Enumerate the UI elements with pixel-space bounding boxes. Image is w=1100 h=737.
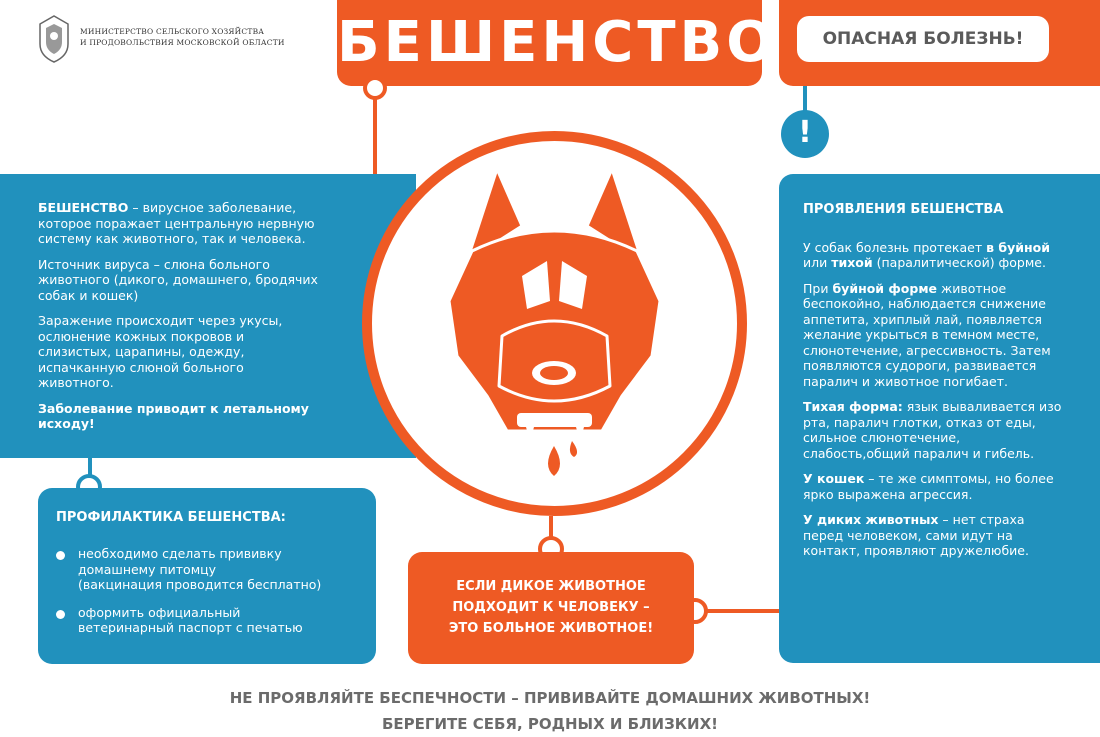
text: буйной форме: [832, 280, 938, 296]
prevention-title: ПРОФИЛАКТИКА БЕШЕНСТВА:: [56, 510, 286, 525]
title-connector-node: [363, 76, 387, 100]
text: язык вываливается изо рта, паралич глотки, отказ от еды, сильное слюнотечение, слабость,общий паралич и гибель.: [803, 399, 1062, 461]
text: ЭТО БОЛЬНОЕ ЖИВОТНОЕ!: [448, 621, 654, 636]
ministry-line-2: И ПРОДОВОЛЬСТВИЯ МОСКОВСКОЙ ОБЛАСТИ: [80, 38, 285, 47]
text: ЕСЛИ ДИКОЕ ЖИВОТНОЕ: [456, 579, 646, 594]
text: – те же симптомы, но более ярко выражена агрессия.: [803, 471, 1054, 502]
ministry-name: [80, 26, 310, 48]
dog-illustration-circle: [362, 131, 747, 516]
definition-term: БЕШЕНСТВО: [38, 200, 129, 215]
definition-paragraph: [38, 200, 318, 247]
footer-slogan: [0, 685, 1100, 737]
symptoms-panel: [779, 174, 1100, 663]
text: или: [803, 255, 832, 270]
forms-paragraph: [803, 240, 1063, 271]
danger-banner: [779, 0, 1100, 86]
text: необходимо сделать прививку: [78, 546, 282, 561]
footer-line-1: НЕ ПРОЯВЛЯЙТЕ БЕСПЕЧНОСТИ – ПРИВИВАЙТЕ ДОМАШНИХ ЖИВОТНЫХ!: [229, 689, 871, 707]
ministry-line-1: МИНИСТЕРСТВО СЕЛЬСКОГО ХОЗЯЙСТВА: [80, 27, 265, 36]
footer-line-2: БЕРЕГИТЕ СЕБЯ, РОДНЫХ И БЛИЗКИХ!: [382, 715, 718, 733]
text: животное беспокойно, наблюдается снижение аппетита, хриплый лай, появляется желание укрыться в темном месте, слюнотечение, агрессивность. Затем появляются судороги, развивается паралич и животное погибает.: [803, 280, 1051, 389]
definition-text: – вирусное заболевание, которое поражает центральную нервную систему как животного, так и человека.: [38, 200, 315, 246]
coat-of-arms-logo: [36, 14, 72, 64]
violent-form-paragraph: [803, 281, 1063, 390]
prevention-list: [56, 546, 356, 648]
symptoms-title: ПРОЯВЛЕНИЯ БЕШЕНСТВА: [803, 202, 1004, 217]
bullet-icon: [56, 551, 65, 560]
text: ветеринарный паспорт с печатью: [78, 620, 303, 635]
text: У собак болезнь протекает: [803, 239, 987, 255]
text: У диких животных: [803, 512, 939, 527]
lethal-warning: [38, 401, 318, 432]
transmission-paragraph: Заражение происходит через укусы, ослюнение кожных покровов и слизистых, царапины, одежду, испачканную слюной больного животного.: [38, 313, 283, 390]
wild-animals-paragraph: [803, 512, 1063, 559]
wild-animal-warning: [408, 552, 694, 664]
text: ПОДХОДИТ К ЧЕЛОВЕКУ –: [452, 600, 650, 615]
prevention-panel: [38, 488, 376, 664]
dog-icon: [372, 141, 737, 506]
source-paragraph: Источник вируса – слюна больного животного (дикого, домашнего, бродячих собак и кошек): [38, 256, 318, 303]
title-banner: [337, 0, 778, 86]
text: в буйной: [986, 239, 1050, 255]
list-item: [56, 546, 356, 593]
quiet-form-paragraph: [803, 399, 1063, 461]
text: оформить официальный: [78, 604, 241, 620]
lethal-warning-text: Заболевание приводит к летальному исходу!: [38, 400, 309, 431]
text: Тихая форма:: [803, 399, 903, 414]
text: домашнему питомцу: [78, 561, 217, 577]
text: – нет страха перед человеком, сами идут на контакт, проявляют дружелюбие.: [803, 512, 1029, 558]
definition-panel: [0, 174, 416, 458]
danger-badge: ОПАСНАЯ БОЛЕЗНЬ!: [797, 16, 1049, 62]
warning-text: [418, 576, 684, 639]
list-item: [56, 605, 356, 636]
exclamation-glyph: !: [798, 115, 812, 150]
exclamation-icon: [781, 110, 829, 158]
text: (вакцинация проводится бесплатно): [78, 577, 322, 592]
bullet-icon: [56, 610, 65, 619]
text: (паралитической) форме.: [872, 255, 1046, 270]
text: У кошек: [803, 471, 865, 486]
text: тихой: [831, 255, 873, 270]
text: При: [803, 280, 833, 296]
page-title: БЕШЕНСТВО: [337, 10, 778, 75]
cats-paragraph: [803, 471, 1063, 502]
